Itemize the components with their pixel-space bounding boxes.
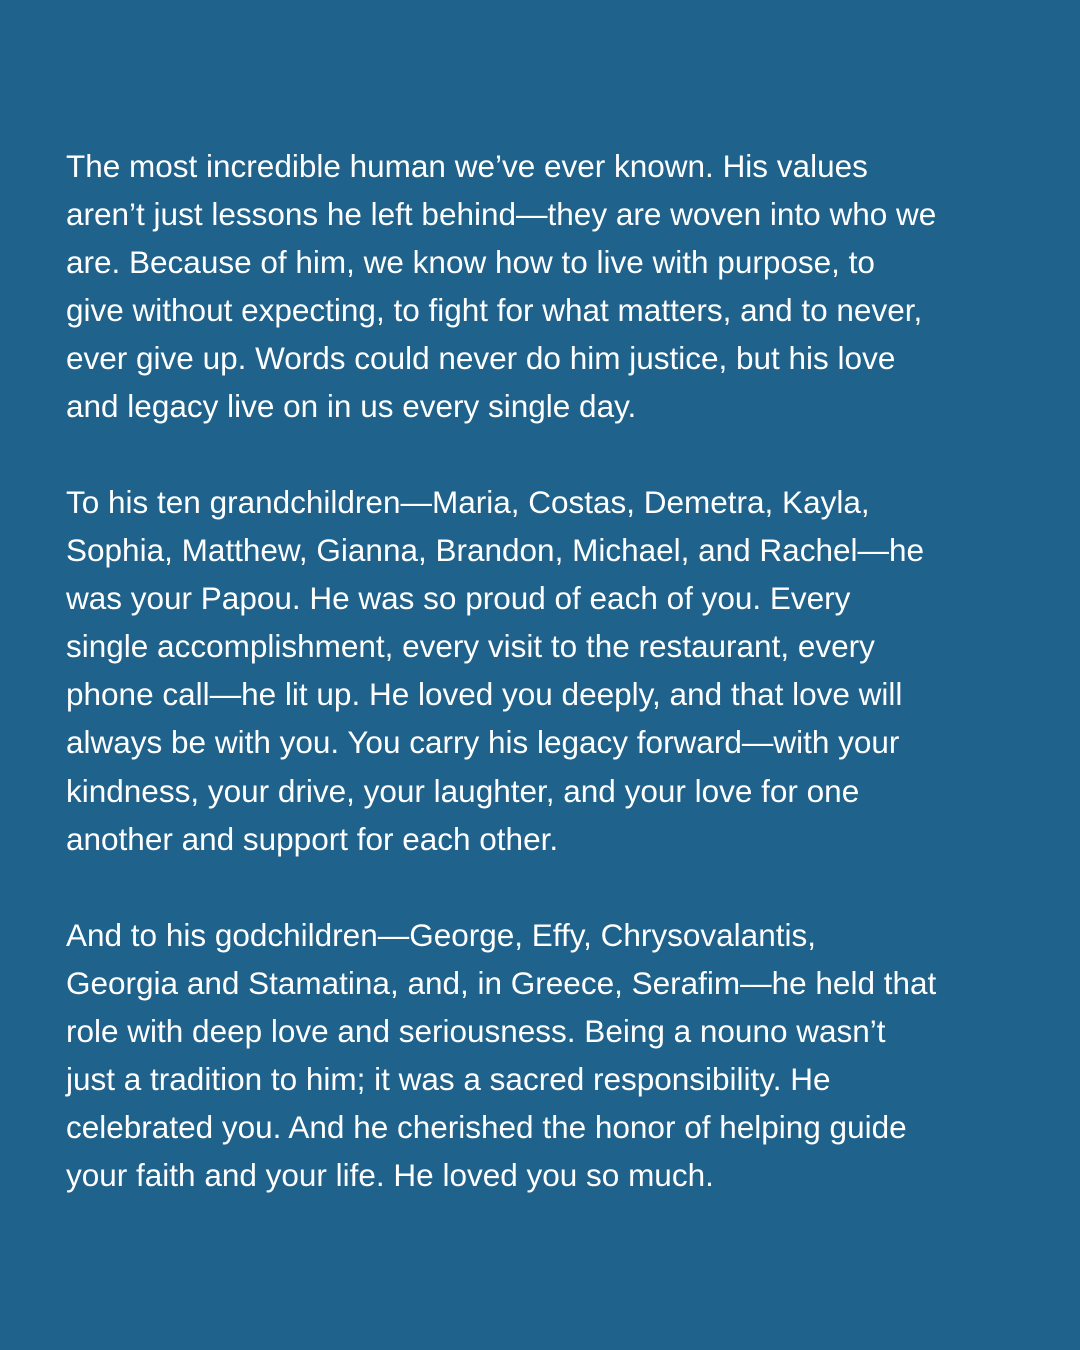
text-line: single accomplishment, every visit to the restaurant, every (66, 628, 875, 665)
text-line: was your Papou. He was so proud of each of you. Every (66, 580, 851, 617)
text-line: just a tradition to him; it was a sacred responsibility. He (66, 1061, 831, 1098)
text-line: To his ten grandchildren—Maria, Costas, Demetra, Kayla, (66, 484, 870, 520)
paragraph-values (66, 142, 1056, 431)
text-line: and legacy live on in us every single day. (66, 388, 637, 425)
text-line: are. Because of him, we know how to live with purpose, to (66, 244, 875, 281)
paragraph-grandchildren (66, 478, 1056, 863)
text-line: give without expecting, to fight for what matters, and to never, (66, 292, 923, 329)
paragraph-godchildren (66, 911, 1056, 1200)
text-line: Sophia, Matthew, Gianna, Brandon, Michael, and Rachel—he (66, 532, 925, 569)
text-line: The most incredible human we’ve ever known. His values (66, 148, 868, 184)
text-line: kindness, your drive, your laughter, and your love for one (66, 772, 860, 809)
text-line: your faith and your life. He loved you so much. (66, 1157, 714, 1194)
text-line: aren’t just lessons he left behind—they are woven into who we (66, 196, 937, 233)
text-line: celebrated you. And he cherished the honor of helping guide (66, 1109, 907, 1146)
text-line: role with deep love and seriousness. Being a nouno wasn’t (66, 1013, 886, 1050)
text-line: And to his godchildren—George, Effy, Chrysovalantis, (66, 917, 816, 953)
text-line: another and support for each other. (66, 820, 559, 857)
text-line: phone call—he lit up. He loved you deeply, and that love will (66, 676, 903, 713)
text-line: ever give up. Words could never do him justice, but his love (66, 340, 896, 377)
text-line: always be with you. You carry his legacy forward—with your (66, 724, 900, 761)
text-line: Georgia and Stamatina, and, in Greece, Serafim—he held that (66, 965, 937, 1002)
